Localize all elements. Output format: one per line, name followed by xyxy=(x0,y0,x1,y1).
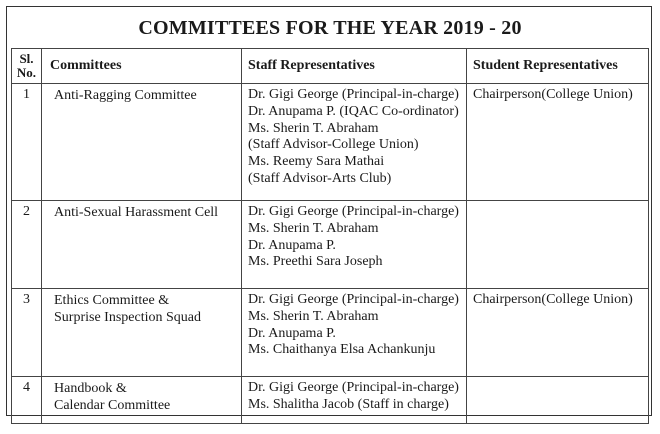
document-title: COMMITTEES FOR THE YEAR 2019 - 20 xyxy=(138,17,522,39)
committee-name-line: Ethics Committee & xyxy=(54,293,170,308)
table-row xyxy=(12,377,649,424)
staff-entry: Ms. Preethi Sara Joseph xyxy=(248,254,383,270)
staff-list xyxy=(242,201,467,289)
header-sl-line2: No. xyxy=(16,65,37,80)
staff-entry: Dr. Gigi George (Principal-in-charge) xyxy=(248,380,459,395)
table-header-row xyxy=(12,49,649,84)
header-staff-representatives: Staff Representatives xyxy=(242,49,467,84)
header-committees: Committees xyxy=(42,49,242,84)
staff-entry: Ms. Sherin T. Abraham xyxy=(248,120,379,136)
student-representative: Chairperson(College Union) xyxy=(467,84,649,201)
committee-name-line: Handbook & xyxy=(54,381,127,396)
staff-entry: (Staff Advisor-College Union) xyxy=(248,137,419,153)
staff-entry: Ms. Sherin T. Abraham xyxy=(248,220,379,236)
staff-list xyxy=(242,84,467,201)
committees-table xyxy=(11,48,649,424)
staff-entry: Dr. Anupama P. xyxy=(248,237,336,253)
staff-entry: Dr. Anupama P. xyxy=(248,325,336,341)
committee-name xyxy=(42,84,242,201)
staff-entry: Ms. Chaithanya Elsa Achankunju xyxy=(248,342,436,358)
staff-entry: Dr. Gigi George (Principal-in-charge) xyxy=(248,292,459,307)
staff-entry: Dr. Gigi George (Principal-in-charge) xyxy=(248,87,459,102)
student-representative: Chairperson(College Union) xyxy=(467,289,649,377)
table-row xyxy=(12,289,649,377)
table-row xyxy=(12,84,649,201)
row-sl-no: 1 xyxy=(12,84,42,201)
staff-entry: Dr. Gigi George (Principal-in-charge) xyxy=(248,204,459,219)
row-sl-no: 4 xyxy=(12,377,42,424)
committee-name xyxy=(42,289,242,377)
student-representative xyxy=(467,201,649,289)
staff-entry: Dr. Anupama P. (IQAC Co-ordinator) xyxy=(248,103,459,119)
header-sl-no xyxy=(12,49,42,84)
staff-entry: (Staff Advisor-Arts Club) xyxy=(248,170,392,186)
committee-name-line: Surprise Inspection Squad xyxy=(54,310,201,325)
row-sl-no: 3 xyxy=(12,289,42,377)
document-frame xyxy=(6,6,652,416)
staff-list xyxy=(242,289,467,377)
staff-list xyxy=(242,377,467,424)
committee-name-line: Anti-Sexual Harassment Cell xyxy=(54,205,219,220)
committee-name xyxy=(42,201,242,289)
header-sl-line1: Sl. xyxy=(19,51,34,66)
table-row xyxy=(12,201,649,289)
header-student-representatives: Student Representatives xyxy=(467,49,649,84)
committee-name-line: Calendar Committee xyxy=(54,398,171,413)
row-sl-no: 2 xyxy=(12,201,42,289)
student-representative xyxy=(467,377,649,424)
staff-entry: Ms. Reemy Sara Mathai xyxy=(248,154,385,170)
staff-entry: Ms. Shalitha Jacob (Staff in charge) xyxy=(248,396,449,412)
committee-name-line: Anti-Ragging Committee xyxy=(54,88,197,103)
staff-entry: Ms. Sherin T. Abraham xyxy=(248,308,379,324)
committee-name xyxy=(42,377,242,424)
